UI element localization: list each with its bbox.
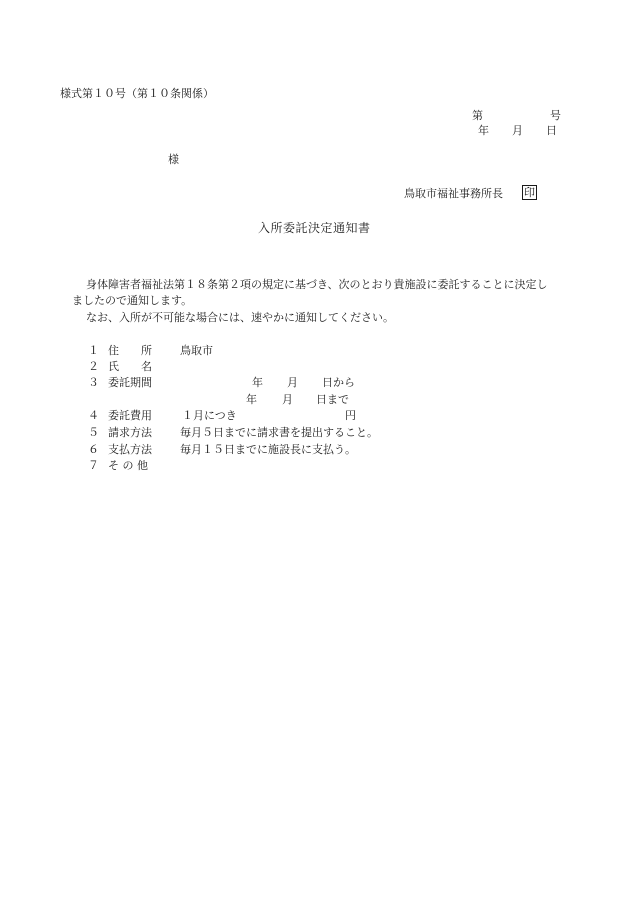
- period-to-month: 月: [282, 393, 293, 406]
- item-value-cost: １月につき: [182, 409, 237, 422]
- item-value-address: 鳥取市: [180, 344, 213, 357]
- date-month: 月: [512, 124, 523, 137]
- item-number: １: [88, 344, 99, 357]
- item-label-period: 委託期間: [108, 376, 152, 389]
- item-label-cost: 委託費用: [108, 409, 152, 422]
- item-number: ４: [88, 409, 99, 422]
- item-number: ５: [88, 426, 99, 439]
- doc-number-prefix: 第: [472, 109, 483, 122]
- item-label-payment: 支払方法: [108, 443, 152, 456]
- period-from-year: 年: [252, 376, 263, 389]
- item-number: ６: [88, 443, 99, 456]
- date-day: 日: [546, 124, 557, 137]
- item-number: ２: [88, 360, 99, 373]
- date-year: 年: [478, 124, 489, 137]
- item-label-address: 住 所: [108, 344, 152, 357]
- item-label-name: 氏 名: [108, 360, 152, 373]
- paragraph1-line1: 身体障害者福祉法第１８条第２項の規定に基づき、次のとおり貴施設に委託することに決定し: [86, 278, 548, 291]
- period-from-month: 月: [287, 376, 298, 389]
- item-number: ３: [88, 376, 99, 389]
- paragraph2: なお、入所が不可能な場合には、速やかに通知してください。: [86, 311, 394, 324]
- document-title: 入所委託決定通知書: [258, 221, 371, 235]
- sender: 鳥取市福祉事務所長: [404, 187, 503, 200]
- paragraph1-line2: ましたので通知します。: [72, 294, 193, 307]
- seal-mark: 印: [524, 186, 535, 199]
- item-label-billing: 請求方法: [108, 426, 152, 439]
- item-value-payment: 毎月１５日までに施設長に支払う。: [180, 443, 356, 456]
- addressee-suffix: 様: [168, 153, 179, 166]
- item-label-other: そ の 他: [108, 459, 148, 472]
- period-from-day: 日から: [322, 376, 355, 389]
- item-value-billing: 毎月５日までに請求書を提出すること。: [180, 426, 378, 439]
- period-to-year: 年: [246, 393, 257, 406]
- form-number: 様式第１０号（第１０条関係）: [60, 87, 214, 100]
- doc-number-suffix: 号: [550, 109, 561, 122]
- cost-unit: 円: [345, 409, 356, 422]
- period-to-day: 日まで: [316, 393, 349, 406]
- item-number: ７: [88, 459, 99, 472]
